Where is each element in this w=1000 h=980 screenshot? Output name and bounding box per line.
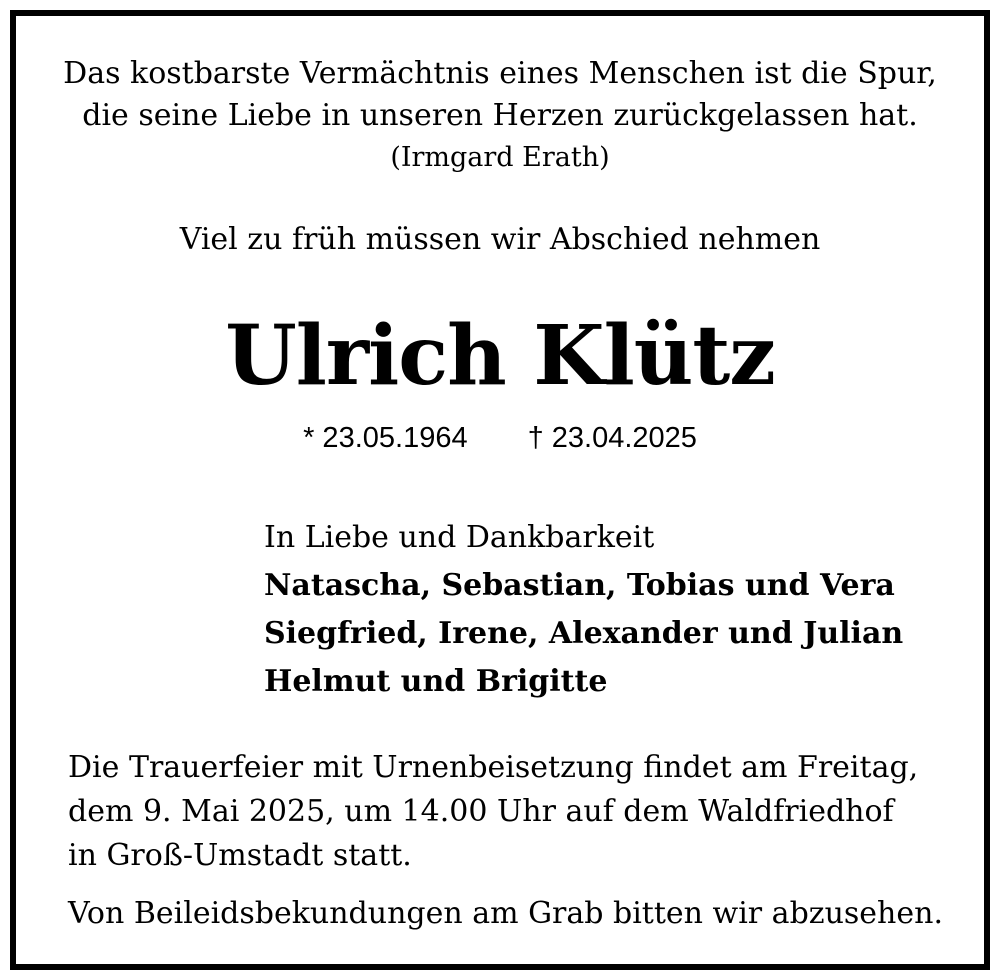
closing-note: Von Beileidsbekundungen am Grab bitten wir abzusehen. bbox=[68, 896, 943, 931]
ceremony-line-2: dem 9. Mai 2025, um 14.00 Uhr auf dem Waldfriedhof bbox=[68, 794, 894, 829]
family-line-1: Natascha, Sebastian, Tobias und Vera bbox=[264, 568, 895, 603]
notice-frame bbox=[10, 10, 990, 970]
intro-text: Viel zu früh müssen wir Abschied nehmen bbox=[179, 222, 821, 257]
quote-line-2: die seine Liebe in unseren Herzen zurückgelassen hat. bbox=[82, 98, 918, 133]
ceremony-line-3: in Groß-Umstadt statt. bbox=[68, 838, 412, 873]
death-date: † 23.04.2025 bbox=[527, 422, 697, 454]
ceremony-line-1: Die Trauerfeier mit Urnenbeisetzung findet am Freitag, bbox=[68, 750, 919, 785]
family-line-2: Siegfried, Irene, Alexander und Julian bbox=[264, 616, 904, 651]
birth-date: * 23.05.1964 bbox=[303, 422, 468, 454]
life-dates bbox=[16, 420, 984, 456]
thanks-line: In Liebe und Dankbarkeit bbox=[264, 520, 655, 555]
quote-line-1: Das kostbarste Vermächtnis eines Menschen ist die Spur, bbox=[63, 56, 937, 91]
quote-author: (Irmgard Erath) bbox=[390, 142, 610, 173]
family-line-3: Helmut und Brigitte bbox=[264, 664, 608, 699]
deceased-name: Ulrich Klütz bbox=[225, 308, 775, 404]
